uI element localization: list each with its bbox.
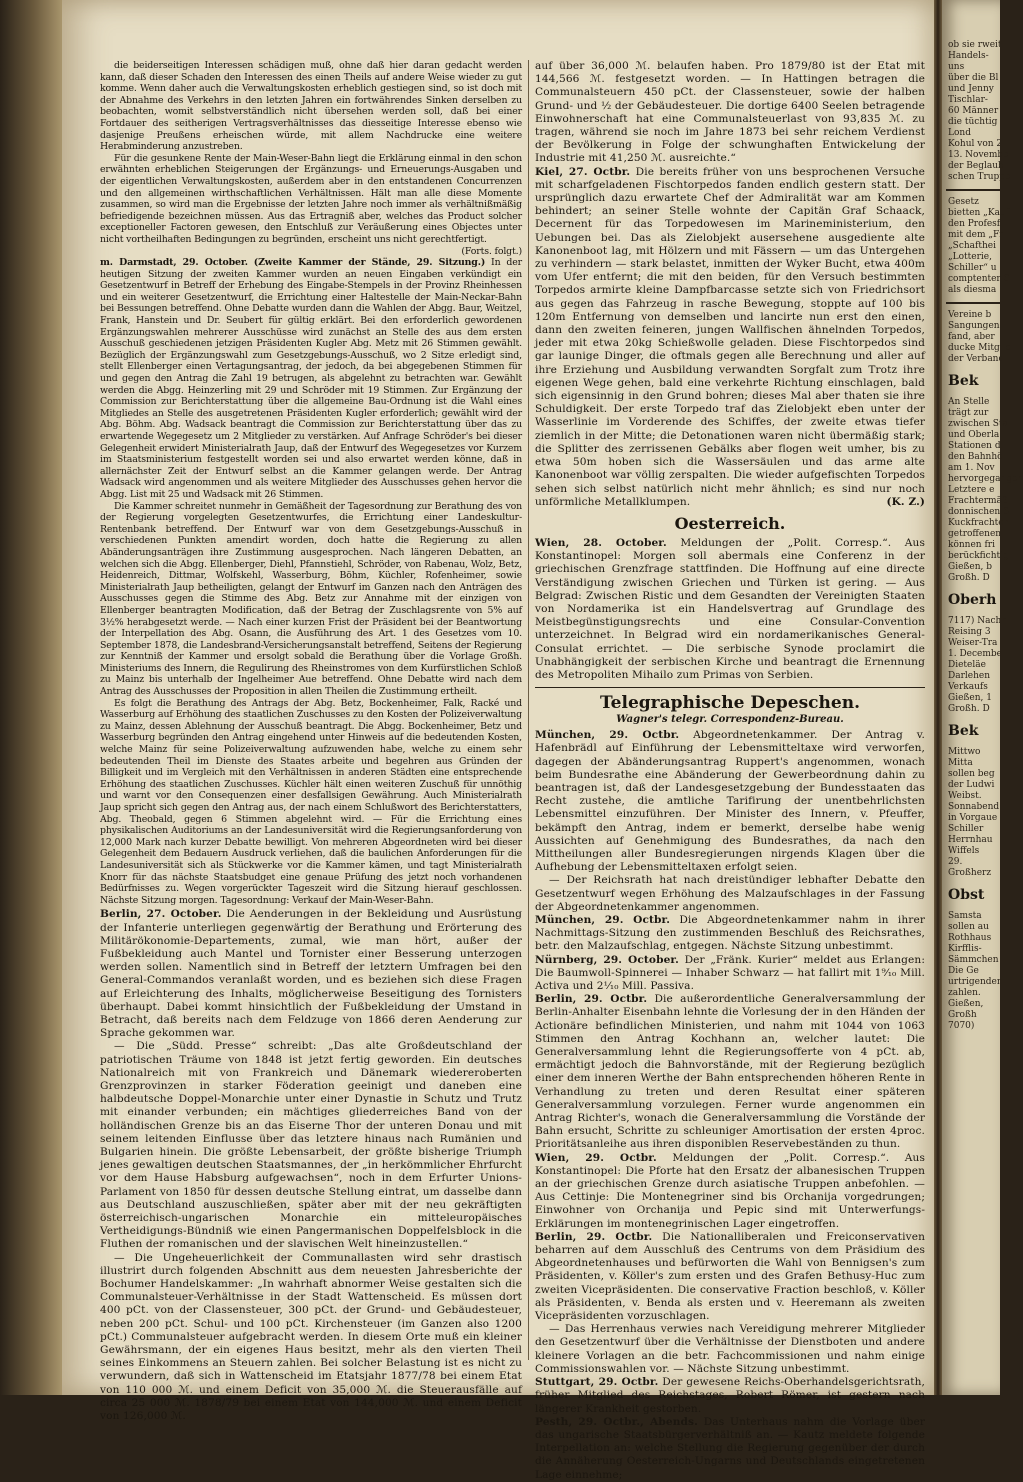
adjacent-text-line: Dieteläe — [948, 660, 986, 670]
adjacent-text-line: ducke Mitglie — [948, 343, 1011, 353]
article-kiel — [535, 166, 925, 509]
adjacent-text-line: fand, aber — [948, 332, 995, 342]
adjacent-text-line: Weibst. — [948, 791, 982, 801]
adjacent-text-block — [942, 197, 1010, 296]
adjacent-text-line: Sämmchen — [948, 955, 999, 965]
adjacent-text-line: donnischen S — [948, 507, 1010, 517]
adjacent-text-line: trägt zur — [948, 408, 989, 418]
dispatch — [535, 1231, 925, 1323]
adjacent-text-line: Verkaufs — [948, 682, 988, 692]
adjacent-text-line: uns — [948, 62, 965, 72]
dispatch — [535, 729, 925, 874]
adjacent-page-edge — [942, 0, 1023, 1395]
adjacent-text-block — [942, 747, 1000, 879]
adjacent-text-line: Schiller — [948, 824, 984, 834]
adjacent-text-line: Weiser-Tra — [948, 638, 998, 648]
adjacent-text-line: Reising 3 — [948, 627, 991, 637]
adjacent-text-line: als diesma — [948, 285, 997, 295]
adjacent-text-line: Gesetz — [948, 197, 979, 207]
adjacent-text-line: in Vorgaue — [948, 813, 998, 823]
adjacent-heading: Bek — [948, 373, 979, 389]
adjacent-text-line: zwischen Sta — [948, 419, 1008, 429]
dateline: Wien, 29. Octbr. — [535, 1151, 657, 1164]
adjacent-text-line: Großherz — [948, 868, 992, 878]
adjacent-text-line: mit dem „Fr — [948, 230, 1004, 240]
section-heading: Telegraphische Depeschen. — [599, 693, 860, 714]
adjacent-text-line: Kuckfrachten — [948, 518, 1010, 528]
adjacent-text-line: hervorgegangen — [948, 474, 1023, 484]
column-rule — [528, 60, 529, 1360]
adjacent-text-block — [942, 616, 1006, 715]
adjacent-text-line: Mitta — [948, 758, 973, 768]
adjacent-text-line: Mittwo — [948, 747, 981, 757]
article-heading: (Zweite Kammer der Stände, 29. Sitzung.) — [253, 257, 486, 269]
adjacent-text-line: und Oberla — [948, 430, 1000, 440]
adjacent-heading: Bek — [948, 723, 979, 739]
divider — [535, 687, 925, 688]
adjacent-text-line: Wiffels — [948, 846, 980, 856]
article-body: Die bereits früher von uns besprochenen Versuche mit scharfgeladenen Fischtorpedos fanden endlich gestern statt. Der ursprünglich dazu erwartete Chef der Admiralität war am Kommen behindert; an seiner Stelle wohnte der Capitän Graf Schaack, Decernent für das Torpedowesen im Marineministerium, den Uebungen bei. Das als Zielobjekt ausersehene ausgediente alte Kanonenboot lag, mit Hölzern und mit Fässern — um das Untergehen zu verhindern — stark belastet, inmitten der Wyker Bucht, etwa 400m vom Ufer entfernt; die mit den beiden, für den Versuch bestimmten Torpedos armirte kleine Dampfbarcasse setzte sich von Friedrichsort aus gegen das Fahrzeug in rasche Bewegung, stoppte auf 100 bis 120m Entfernung von demselben und lancirte nun erst den einen, dann den zweiten feineren, jungen Wallfischen ähnelnden Torpedos, jeder mit etwa 20kg Schießwolle geladen. Diese Fischtorpedos sind gar launige Dinger, die oftmals gegen alle Berechnung und aller auf ihre Erziehung und Ausbildung verwandten Sorgfalt zum Trotz ihre eigenen Wege gehen, bald eine verkehrte Richtung einschlagen, bald sich eigensinnig in den Grund bohren; dieses Mal aber thaten sie ihre Schuldigkeit. Der erste Torpedo traf das Zielobjekt eben unter der Wasserlinie im Vorderende des Schiffes, der zweite etwas tiefer ziemlich in der Mitte; die Detonationen waren nicht übermäßig stark; die Splitter des zerrissenen Gebälks aber flogen weit umher, bis zu etwa 50m hoben sich die Wassersäulen und das arme alte Kanonenboot war völlig zerspalten. Die wieder aufgefischten Torpedos sehen sich selbst natürlich nicht mehr ähnlich; es sind nur noch unförmliche Metallklumpen. — [535, 165, 926, 508]
dispatch-body: Die Abgeordnetenkammer nahm in ihrer Nachmittags-Sitzung den zustimmenden Beschluß des Reichsrathes, betr. den Malzaufschlag, entgegen. Nächste Sitzung unbestimmt. — [535, 913, 925, 953]
adjacent-text-line: 1. Decembe — [948, 649, 1002, 659]
adjacent-heading: Obst — [948, 887, 985, 903]
dispatch-body: Der „Fränk. Kurier“ meldet aus Erlangen: Die Baumwoll-Spinnerei — Inhaber Schwarz — hat fallirt mit 1⁹⁄₁₀ Mill. Activa und 2¹⁄₁₀ Mill. Passiva. — [535, 953, 925, 992]
section-subheading: Wagner's telegr. Correspondenz-Bureau. — [616, 714, 844, 726]
adjacent-text-line: 60 Männer — [948, 106, 999, 116]
adjacent-text-line: Kirfflis- — [948, 944, 982, 954]
dateline: Berlin, 29. Octbr. — [535, 993, 648, 1006]
adjacent-text-line: Gießen, b — [948, 562, 993, 572]
adjacent-text-line: 7117) Nachr — [948, 616, 1006, 626]
adjacent-text-line: der Verband — [948, 354, 1005, 364]
adjacent-text-line: Herrnhau — [948, 835, 993, 845]
dateline: Berlin, 27. October. — [100, 908, 222, 921]
continued-note: (Forts. folgt.) — [461, 245, 522, 257]
adjacent-text-line: Samsta — [948, 911, 982, 921]
article-body: Meldungen der „Polit. Corresp.“. Aus Konstantinopel: Morgen soll abermals eine Conferenz in der griechischen Grenzfrage stattfinden. Die Hoffnung auf eine directe Verständigung zwischen Griechen und Türken ist gering. — Aus Belgrad: Zwischen Ristic und dem Gesandten der Vereinigten Staaten von Nordamerika ist ein Handelsvertrag auf Grundlage des Meistbegünstigungsrechts und eine Consular-Convention unterzeichnet. In Belgrad wird ein nordamerikanisches General-Consulat errichtet. — Die serbische Synode proclamirt die Unabhängigkeit der serbischen Kirche und beantragt die Ernennung des Metropoliten Mihailo zum Primas von Serbien. — [535, 536, 925, 681]
source-signature: (K. Z.) — [886, 495, 925, 508]
dispatch-body: Das Unterhaus nahm die Vorlage über das ungarische Staatsbürgerverhältniß an. — Kautz meldete folgende Interpellation an: welche Stellung die Regierung gegenüber der durch die Annäherung Oesterreich-Ungarns und Deutschlands eingetretenen Lage einnehme; — [535, 1415, 925, 1481]
adjacent-text-line: schen Truppe — [948, 172, 1011, 182]
adjacent-text-line: der Beglaub — [948, 161, 1004, 171]
adjacent-text-line: und Jenny — [948, 84, 994, 94]
adjacent-text-line: Großh — [948, 1010, 977, 1020]
article-berlin — [100, 908, 522, 1040]
adjacent-text-line: An Stelle — [948, 397, 990, 407]
article-body: In der heutigen Sitzung der zweiten Kammer wurden an neuen Eingaben verkündigt ein Gesetzentwurf in Betreff der Erhebung des Eingabe-Stempels in der Provinz Rheinhessen und ein weiterer Gesetzentwurf, die Errichtung einer Haltestelle der Main-Neckar-Bahn bei Bessungen betreffend. Ohne Debatte wurden dann die Wahlen der Abgg. Baur, Weitzel, Frank, Hanstein und Dr. Seubert für gültig erklärt. Bei den erforderlich gewordenen Ergänzungswahlen mehrerer Ausschüsse wird zunächst an Stelle des aus dem ersten Ausschuß geschiedenen jetzigen Präsidenten Kugler Abg. Metz mit 26 Stimmen gewählt. Bezüglich der Ergänzungswahl zum Gesetzgebungs-Ausschuß, wo 2 Sitze erledigt sind, stellt Ellenberger einen Vertagungsantrag, der jedoch, da bei abgegebenen Stimmen für und gegen den Antrag die Zahl 19 betrugen, als abgelehnt zu betrachten war. Gewählt werden die Abgg. Heinzerling mit 29 und Schröder mit 19 Stimmen. Zur Ergänzung der Commission zur Berichterstattung über die allgemeine Bau-Ordnung ist die Wahl eines Mitgliedes an Stelle des ausgetretenen Präsidenten Kugler erforderlich; gewählt wird der Abg. Böhm. Abg. Wadsack beantragt die Commission zur Berichterstattung über das zu erwartende Wegegesetz um 2 Mitglieder zu verstärken. Auf Anfrage Schröder's bei dieser Gelegenheit erwidert Ministerialrath Jaup, daß der Entwurf des Wegegesetzes vor Kurzem im Staatsministerium festgestellt worden sei und also erwartet werden könne, daß in allernächster Zeit der Entwurf selbst an die Kammer gelangen werde. Der Antrag Wadsack wird angenommen und als weitere Mitglieder des Ausschusses gehen hervor die Abgg. List mit 25 und Wadsack mit 26 Stimmen. — [100, 257, 522, 500]
adjacent-text-line: Gießen, 1 — [948, 693, 992, 703]
adjacent-text-line: 7070) — [948, 1021, 975, 1031]
dispatch — [535, 954, 925, 994]
adjacent-text-line: urtrigenden — [948, 977, 1003, 987]
adjacent-text-line: comptenter S — [948, 274, 1010, 284]
adjacent-text-line: Stationen d — [948, 441, 1001, 451]
adjacent-text-line: Gießen, — [948, 999, 984, 1009]
article-paragraph: — Die „Südd. Presse“ schreibt: „Das alte Großdeutschland der patriotischen Träume von 1848 ist jetzt fertig geworden. Ein deutsches Nationalreich mit von Frankreich und Dänemark wiedereroberten Grenzprovinzen in starker Föderation geeinigt und daneben eine halbdeutsche Doppel-Monarchie unter einer Dynastie in Schutz und Trutz mit einander verbunden; ein mächtiges gliederreiches Band von der holländischen Grenze bis an das Eiserne Thor der unteren Donau und mit seinem leitenden Einflusse über das letztere hinaus nach Rumänien und Bulgarien hinein. Die größte Lebensarbeit, der größte bisherige Triumph jenes gewaltigen deutschen Staatsmannes, der „in herkömmlicher Ehrfurcht vor dem Hause Habsburg aufgewachsen“, noch in dem Erfurter Unions-Parlament von 1850 für dessen deutsche Stellung eintrat, um dasselbe dann aus Deutschland auszuschließen, später aber mit der neu gekräftigten österreichisch-ungarischen Monarchie ein mitteleuropäisches Vertheidigungs-Bündniß wie einen Pangermanischen Doppelfelsblock in die Fluthen der romanischen und der slavischen Welt hineinzustellen.“ — [100, 1040, 522, 1251]
article-paragraph: Es folgt die Berathung des Antrags der Abg. Betz, Bockenheimer, Falk, Racké und Wasserburg auf Erhöhung des staatlichen Zuschusses zu den Kosten der Polizeiverwaltung zu Mainz, dessen Ablehnung der Ausschuß beantragt. Die Abgg. Bockenheimer, Betz und Wasserburg begründen den Antrag eingehend unter Hinweis auf die bedeutenden Kosten, welche Mainz für seine Polizeiverwaltung aufzuwenden habe, welche zu einem sehr bedeutenden Theil im Dienste des Staates arbeite und begehren aus Gründen der Billigkeit und im Vergleich mit den Verhältnissen in anderen Städten eine entsprechende Erhöhung des staatlichen Zuschusses. Küchler hält einen weiteren Zuschuß für unnöthig und warnt vor den Consequenzen einer desfallsigen Gewährung. Auch Ministerialrath Jaup spricht sich gegen den Antrag aus, der nach einem Schlußwort des Berichterstatters, Abg. Theobald, gegen 6 Stimmen abgelehnt wird. — Für die Errichtung eines physikalischen Auditoriums an der Landesuniversität wird die Regierungsanforderung von 12,000 Mark nach kurzer Debatte bewilligt. Von mehreren Abgeordneten wird bei dieser Gelegenheit dem Bedauern Ausdruck verliehen, daß die baulichen Anforderungen für die Landesuniversität sich als Stückwerke vor die Kammer kämen, und tagt Ministerialrath Knorr für das nächste Staatsbudget eine genaue Prüfung des jetzt noch vorhandenen Bedürfnisses zu. Wegen vorgerückter Tageszeit wird die Sitzung hierauf geschlossen. Nächste Sitzung morgen. Tagesordnung: Verkauf der Main-Weser-Bahn. — [100, 697, 522, 906]
adjacent-text-block — [942, 911, 1003, 1032]
dispatch: — Das Herrenhaus verwies nach Vereidigung mehrerer Mitglieder den Gesetzentwurf über die Verhältnisse der Dienstboten und andere kleinere Vorlagen an die betr. Fachcommissionen und nahm einige Commissionswahlen vor. — Nächste Sitzung unbestimmt. — [535, 1323, 925, 1375]
divider — [946, 189, 1000, 191]
adjacent-text-block — [942, 310, 1011, 365]
dateline: München, 29. Octbr. — [535, 729, 680, 742]
article-body: Die Aenderungen in der Bekleidung und Ausrüstung der Infanterie unterliegen gegenwärtig der Berathung und Erörterung des Militärökonomie-Departements, zumal, wie man hört, außer der Fußbekleidung auch Mantel und Tornister einer Besserung unterzogen werden sollen. Namentlich sind in Betreff der letztern Umfragen bei den General-Commandos veranlaßt worden, und es beziehen sich diese Fragen auf Erleichterung des Inhalts, möglicherweise Beseitigung des Tornisters überhaupt. Dabei kommt hinsichtlich der Fußbekleidung der Umstand in Betracht, daß bereits nach dem Feldzuge von 1866 deren Aenderung zur Sprache gekommen war. — [100, 908, 523, 1040]
adjacent-text-line: Lond — [948, 128, 971, 138]
book-edge-left — [0, 0, 62, 1395]
adjacent-text-line: sollen beg — [948, 769, 995, 779]
adjacent-text-line: Schiller“ u — [948, 263, 997, 273]
adjacent-text-line: 13. Novembe — [948, 150, 1009, 160]
adjacent-text-line: die tüchtig — [948, 117, 998, 127]
adjacent-text-line: Sonnabend — [948, 802, 1000, 812]
adjacent-text-line: bietten „Kauf — [948, 208, 1010, 218]
book-gutter — [934, 0, 942, 1395]
dispatch-body: Die Nationalliberalen und Freiconservativen beharren auf dem Ausschluß des Centrums von dem Präsidium des Abgeordnetenhauses und befürworten die Wahl von Bennigsen's zum Präsidenten, v. Köller's zum ersten und des Grafen Bethusy-Huc zum zweiten Vicepräsidenten. Die conservative Fraction beschloß, v. Köller als Präsidenten, v. Benda als ersten und v. Heeremann als zweiten Vicepräsidenten vorzuschlagen. — [535, 1230, 925, 1323]
dateline: Stuttgart, 29. Octbr. — [535, 1376, 659, 1389]
article-darmstadt — [100, 257, 522, 500]
adjacent-text-line: Handels- — [948, 51, 989, 61]
adjacent-text-line: getroffenen — [948, 529, 1002, 539]
article-paragraph: auf über 36,000 ℳ. belaufen haben. Pro 1879/80 ist der Etat mit 144,566 ℳ. festgesetzt worden. — In Hattingen betragen die Communalsteuern 450 pCt. der Classensteuer, sowie der halben Grund- und ½ der Gebäudesteuer. Die dortige 6400 Seelen betragende Einwohnerschaft hat eine Communalsteuerlast von 93,835 ℳ. zu tragen, während sie noch im Jahre 1873 bei sehr reichem Verdienst der Bevölkerung in Folge der schwunghaften Entwickelung der Industrie mit 41,250 ℳ. ausreichte.“ — [535, 60, 925, 165]
column-left — [100, 60, 522, 1423]
adjacent-text-line: „Lotterie, — [948, 252, 992, 262]
adjacent-text-line: den Bahnhö — [948, 452, 1003, 462]
adjacent-text-line: Vereine b — [948, 310, 992, 320]
dispatch: — Der Reichsrath hat nach dreistündiger lebhafter Debatte den Gesetzentwurf wegen Erhöhung des Malzaufschlages in der Fassung der Abgeordnetenkammer angenommen. — [535, 874, 925, 913]
adjacent-text-line: Rothhaus — [948, 933, 992, 943]
adjacent-text-line: Die Ge — [948, 966, 979, 976]
dateline: Berlin, 29. Octbr. — [535, 1230, 653, 1243]
adjacent-text-line: zahlen. — [948, 988, 981, 998]
dispatch — [535, 1416, 925, 1482]
column-right — [535, 60, 925, 1482]
adjacent-text-line: „Schafthei — [948, 241, 996, 251]
dispatch-body: Die außerordentliche Generalversammlung der Berlin-Anhalter Eisenbahn lehnte die Vorlesung der in den Händen der Actionäre befindlichen Ministerien, und nahm mit 1044 von 1063 Stimmen den Antrag Kochhann an, welcher lautet: Die Generalversammlung lehnt die Regierungsofferte von 4 pCt. ab, ermächtigt jedoch die Bahnvorstände, mit der Regierung bezüglich einer dem inneren Werthe der Bahn entsprechenden höheren Rente in Verhandlung zu treten und deren Resultat einer späteren Generalversammlung vorzulegen. Ferner wurde angenommen ein Antrag Richter's, wonach die Generalversammlung die Vorstände der Bahn ersucht, Schritte zu schleuniger Amortisation der ersten 4proc. Prioritätsanleihe aus ihren disponiblen Reservebeständen zu thun. — [535, 993, 925, 1151]
dispatch — [535, 1376, 925, 1416]
article-paragraph: — Die Ungeheuerlichkeit der Communallasten wird sehr drastisch illustrirt durch folgenden Abschnitt aus dem neuesten Jahresberichte der Bochumer Handelskammer: „In wahrhaft abnormer Weise gestalten sich die Communalsteuer-Verhältnisse in der Stadt Wattenscheid. Es müssen dort 400 pCt. von der Classensteuer, 300 pCt. der Grund- und Gebäudesteuer, neben 200 pCt. Schul- und 100 pCt. Kirchensteuer (im Ganzen also 1200 pCt.) Communalsteuer aufgebracht werden. In diesem Orte muß ein kleiner Gewährsmann, der ein eigenes Haus besitzt, mehr als den vierten Theil seines Einkommens an Steuern zahlen. Bei solcher Belastung ist es nicht zu verwundern, daß sich in Wattenscheid im Etatsjahr 1877/78 bei einem Etat von 110 000 ℳ. und einem Deficit von 35,000 ℳ. die Steuerausfälle auf circa 25 000 ℳ. 1878/79 bei einem Etat von 144,000 ℳ. und einem Deficit von 126,000 ℳ. — [100, 1251, 522, 1423]
adjacent-text-line: Kohul von 2 — [948, 139, 1003, 149]
adjacent-heading: Oberh — [948, 592, 997, 608]
divider — [946, 302, 1000, 304]
article-paragraph: die beiderseitigen Interessen schädigen muß, ohne daß hier daran gedacht werden kann, daß dieser Schaden den Interessen des einen Theils auf andere Weise wieder zu gut komme. Wenn daher auch die Verwaltungskosten erheblich gestiegen sind, so ist doch mit der Abnahme des Verkehrs in den letzten Jahren ein fortwährendes Sinken derselben zu beobachten, womit selbstverständlich nicht übersehen werden soll, daß bei einer Fortdauer des seitherigen Vertragsverhältnisses das diesseitige Interesse ebenso wie dasjenige Preußens erheischen würde, mit allem Nachdrucke eine weitere Herabminderung anzustreben. — [100, 60, 522, 153]
dispatch-body: Meldungen der „Polit. Corresp.“. Aus Konstantinopel: Die Pforte hat den Ersatz der albanesischen Truppen an der griechischen Grenze durch asiatische Truppen anbefohlen. — Aus Cettinje: Die Montenegriner sind bis Orchanija vorgedrungen; Einwohner von Orchanija und Pepic sind mit Unterwerfungs-Erklärungen im montenegrinischen Lager eingetroffen. — [535, 1151, 925, 1230]
adjacent-text-line: den Profesf — [948, 219, 1001, 229]
dateline: Wien, 28. October. — [535, 536, 667, 549]
adjacent-text-line: berückfichtig — [948, 551, 1009, 561]
dispatch-body: Abgeordnetenkammer. Der Antrag v. Hafenbrädl auf Einführung der Lebensmitteltaxe wird verworfen, dagegen der Abänderungsantrag Ruppert's angenommen, wonach beim Bundesrathe eine Abänderung der Gewerbeordnung dahin zu beantragen ist, daß der Landesgesetzgebung der Bundesstaaten das Recht zustehe, die amtliche Tarifirung der unentbehrlichsten Lebensmittel einzuführen. Der Minister des Innern, v. Pfeuffer, bekämpft den Antrag, indem er bemerkt, derselbe habe wenig Aussichten auf Genehmigung des Bundesrathes, da nach den Mittheilungen aller Bundesregierungen nirgends Klagen über die Aufhebung der Lebensmitteltaxen erfolgt seien. — [535, 729, 925, 874]
dateline: m. Darmstadt, 29. October. — [100, 257, 248, 269]
dateline: Nürnberg, 29. October. — [535, 953, 679, 966]
dateline: Pesth, 29. Octbr., Abends. — [535, 1415, 698, 1428]
adjacent-text-line: ob sie rweit — [948, 40, 1002, 50]
dateline: Kiel, 27. Octbr. — [535, 165, 631, 178]
dispatch-body: Der gewesene Reichs-Oberhandelsgerichtsrath, früher Mitglied des Reichstages, Robert Römer, ist gestern nach längerer Krankheit gestorben. — [535, 1376, 925, 1415]
adjacent-text-line: Tischlar- — [948, 95, 988, 105]
dispatch — [535, 1152, 925, 1231]
adjacent-text-line: Letztere e — [948, 485, 995, 495]
dateline: München, 29. Octbr. — [535, 913, 671, 926]
adjacent-text-line: Großh. D — [948, 573, 990, 583]
article-wien — [535, 537, 925, 682]
adjacent-text-block — [942, 40, 1011, 183]
adjacent-text-line: Darlehen — [948, 671, 991, 681]
adjacent-text-line: am 1. Nov — [948, 463, 995, 473]
adjacent-text-line: sollen au — [948, 922, 989, 932]
adjacent-text-block — [942, 397, 1023, 584]
adjacent-text-line: 29. — [948, 857, 963, 867]
adjacent-text-line: Sangungen — [948, 321, 1000, 331]
dispatch — [535, 993, 925, 1151]
article-paragraph: Die Kammer schreitet nunmehr in Gemäßheit der Tagesordnung zur Berathung des von der Regierung vorgelegten Gesetzentwurfes, die Errichtung einer Landeskultur-Rentenbank betreffend. Der Entwurf war von dem Gesetzgebungs-Ausschuß in verschiedenen Punkten amendirt worden, doch hatte die Regierung zu allen Abänderungsanträgen ihre Zustimmung ausgesprochen. Nach längeren Debatten, an welchen sich die Abgg. Ellenberger, Diehl, Pfannstiehl, Schröder, von Rabenau, Wolz, Betz, Heidenreich, Dittmar, Wolfskehl, Wasserburg, Böhm, Küchler, Rofenheimer, sowie Ministerialrath Jaup betheiligten, gelangt der Entwurf im Ganzen nach den Anträgen des Ausschusses gegen die Stimme des Abg. Betz zur Annahme mit der einzigen von Ellenberger beantragten Modification, daß der Betrag der Zuschlagsrente von 5% auf 3½% herabgesetzt werde. — Nach einer kurzen Frist der Präsident bei der Beantwortung der Interpellation des Abg. Osann, die Ausführung des Art. 1 des Gesetzes vom 10. September 1878, die Landesbrand-Versicherungsanstalt betreffend, Seitens der Regierung zur Kenntniß der Kammer und ersolgt sobald die Berathung über die Vorlage Großh. Ministeriums des Innern, die Regulirung des Rheinstromes von dem Kurfürstlichen Schloß zu Mainz bis unterhalb der Ingelheimer Aue betreffend. Ohne Debatte wird nach dem Antrag des Ausschusses der Proposition in allen Theilen die Zustimmung ertheilt. — [100, 500, 522, 698]
article-paragraph: Für die gesunkene Rente der Main-Weser-Bahn liegt die Erklärung einmal in den schon erwähnten erheblichen Steigerungen der Ergänzungs- und Erneuerungs-Ausgaben und der eigentlichen Verwaltungskosten, außerdem aber in den entstandenen Concurrenzen und den allgemeinen wirthschaftlichen Verhältnissen. Hält man alle diese Momente zusammen, so wird man die Ergebnisse der letzten Jahre noch immer als verhältnißmäßig befriedigende bezeichnen müssen. Aus das Ertragniß aber, welches das Product solcher exceptioneller Factoren gewesen, den Entschluß zur Veräußerung eines Objectes unter nicht vortheilhaften Bedingungen zu begründen, erscheint uns nicht gerechtfertigt. — [100, 152, 522, 245]
section-heading: Oesterreich. — [674, 513, 786, 533]
adjacent-text-line: über die Bl — [948, 73, 999, 83]
dispatch — [535, 914, 925, 954]
adjacent-text-line: der Ludwi — [948, 780, 995, 790]
adjacent-text-line: Großh. D — [948, 704, 990, 714]
adjacent-text-line: Frachtermäß — [948, 496, 1008, 506]
adjacent-text-line: können fri — [948, 540, 995, 550]
